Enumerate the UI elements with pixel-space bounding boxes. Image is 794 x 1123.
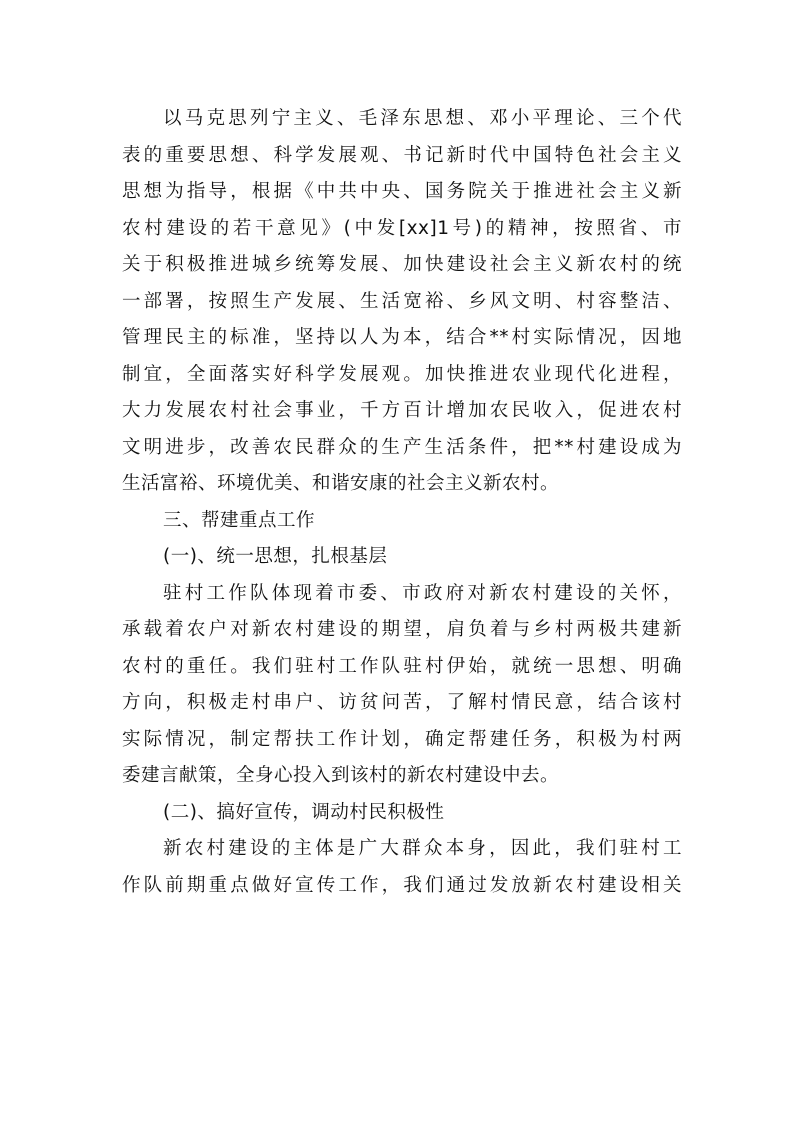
paragraph-line: 承载着农户对新农村建设的期望，肩负着与乡村两极共建新 [122, 619, 682, 640]
paragraph-line: 大力发展农村社会事业，千方百计增加农民收入，促进农村 [122, 400, 682, 421]
paragraph-line: 生活富裕、环境优美、和谐安康的社会主义新农村。 [122, 473, 560, 494]
paragraph-line: 一部署，按照生产发展、生活宽裕、乡风文明、村容整洁、 [122, 290, 682, 312]
subsection-heading: (二)、搞好宣传，调动村民积极性 [163, 801, 445, 823]
paragraph-line: 制宜，全面落实好科学发展观。加快推进农业现代化进程， [122, 363, 682, 385]
paragraph-line: 实际情况，制定帮扶工作计划，确定帮建任务，积极为村两 [122, 728, 682, 750]
paragraph-line: 委建言献策，全身心投入到该村的新农村建设中去。 [122, 765, 560, 786]
paragraph-line: 文明进步，改善农民群众的生产生活条件，把**村建设成为 [122, 436, 682, 458]
paragraph-line: 思想为指导，根据《中共中央、国务院关于推进社会主义新 [122, 181, 682, 202]
paragraph-line: 农村的重任。我们驻村工作队驻村伊始，就统一思想、明确 [122, 655, 682, 677]
document-body [122, 101, 682, 904]
paragraph-line: 作队前期重点做好宣传工作，我们通过发放新农村建设相关 [122, 874, 682, 896]
paragraph-line: 农村建设的若干意见》(中发[xx]1号)的精神，按照省、市 [122, 217, 682, 239]
paragraph-line: 方向，积极走村串户、访贫问苦，了解村情民意，结合该村 [122, 692, 682, 713]
paragraph-line: 驻村工作队体现着市委、市政府对新农村建设的关怀， [163, 582, 682, 604]
subsection-heading: (一)、统一思想，扎根基层 [163, 546, 388, 567]
paragraph-line: 以马克思列宁主义、毛泽东思想、邓小平理论、三个代 [163, 108, 682, 129]
section-heading: 三、帮建重点工作 [163, 509, 316, 531]
paragraph-line: 新农村建设的主体是广大群众本身，因此，我们驻村工 [163, 838, 682, 859]
paragraph-line: 表的重要思想、科学发展观、书记新时代中国特色社会主义 [122, 144, 682, 166]
paragraph-line: 管理民主的标准，坚持以人为本，结合**村实际情况，因地 [122, 327, 682, 348]
paragraph-line: 关于积极推进城乡统筹发展、加快建设社会主义新农村的统 [122, 254, 682, 275]
